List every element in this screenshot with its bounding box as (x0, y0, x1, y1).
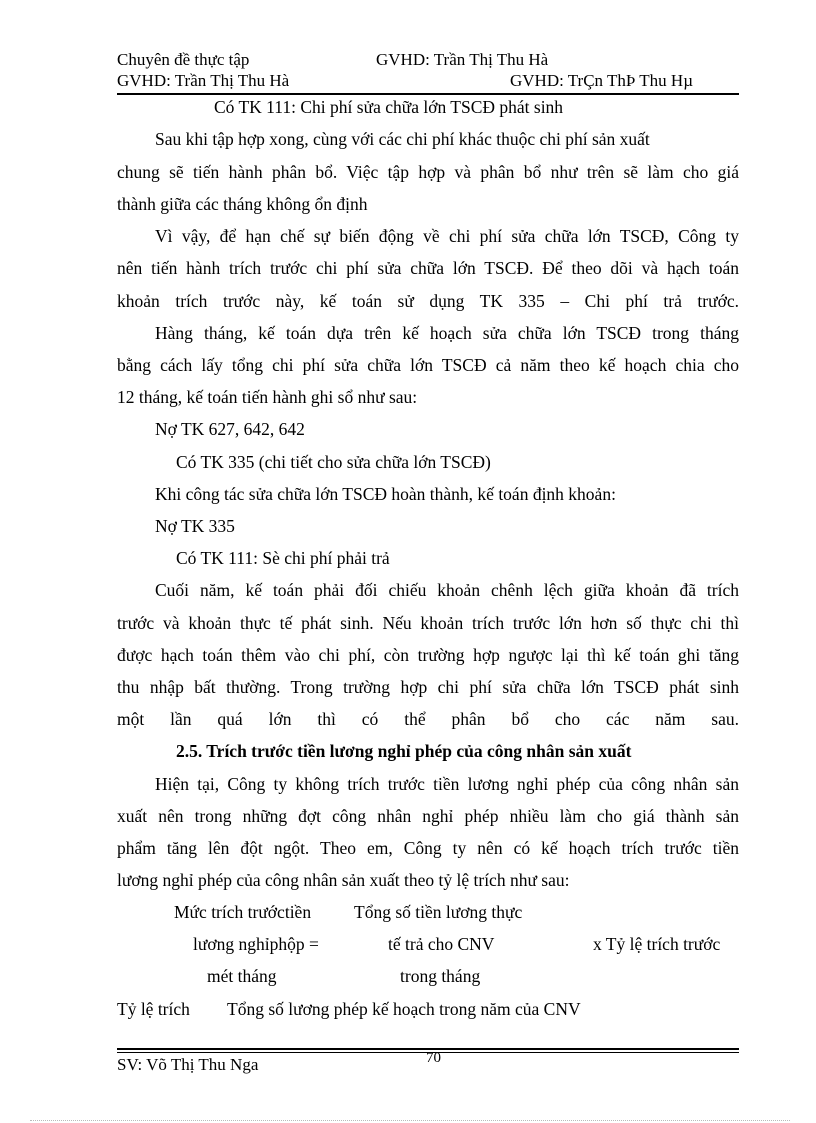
formula-text: mét tháng (207, 966, 277, 986)
text-line: phẩm tăng lên đột ngột. Theo em, Công ty nên có kế hoạch trích trước tiền (117, 838, 739, 858)
text-line: bằng cách lấy tổng chi phí sửa chữa lớn TSCĐ cả năm theo kế hoạch chia cho (117, 355, 739, 375)
text-line: Cuối năm, kế toán phải đối chiếu khoản chênh lệch giữa khoản đã trích (155, 580, 739, 600)
bottom-dotted-line (30, 1120, 790, 1121)
text-line: Vì vậy, để hạn chế sự biến động về chi phí sửa chữa lớn TSCĐ, Công ty (155, 226, 739, 246)
text-line: khoản trích trước này, kế toán sử dụng TK 335 – Chi phí trả trước. (117, 291, 739, 311)
text-line: chung sẽ tiến hành phân bổ. Việc tập hợp và phân bổ như trên sẽ làm cho giá (117, 162, 739, 182)
formula-text: tế trả cho CNV (388, 934, 495, 954)
formula-text: Tỷ lệ trích (117, 999, 190, 1019)
formula-text: Tổng số tiền lương thực (354, 902, 523, 922)
text-line: xuất nên trong những đợt công nhân nghỉ phép nhiều làm cho giá thành sản (117, 806, 739, 826)
text-line: một lần quá lớn thì có thể phân bổ cho các năm sau. (117, 709, 739, 729)
text-line: trước và khoản thực tế phát sinh. Nếu khoản trích trước lớn hơn số thực chi thì (117, 613, 739, 633)
text-line: thành giữa các tháng không ổn định (117, 194, 368, 214)
text-line: được hạch toán thêm vào chi phí, còn trường hợp ngược lại thì kế toán ghi tăng (117, 645, 739, 665)
text-line: Hiện tại, Công ty không trích trước tiền lương nghỉ phép của công nhân sản (155, 774, 739, 794)
formula-text: lương nghỉphộp = (193, 934, 319, 954)
text-line: Khi công tác sửa chữa lớn TSCĐ hoàn thành, kế toán định khoản: (155, 484, 616, 504)
formula-text: trong tháng (400, 966, 481, 986)
text-line: Có TK 335 (chi tiết cho sửa chữa lớn TSCĐ) (176, 452, 491, 472)
text-line: Có TK 111: Chi phí sửa chữa lớn TSCĐ phát sinh (214, 97, 564, 117)
text-line: Có TK 111: Sè chi phí phải trả (176, 548, 390, 568)
text-line: Hàng tháng, kế toán dựa trên kế hoạch sửa chữa lớn TSCĐ trong tháng (155, 323, 739, 343)
text-line: lương nghỉ phép của công nhân sản xuất theo tỷ lệ trích như sau: (117, 870, 570, 890)
text-line: thu nhập bất thường. Trong trường hợp chi phí sửa chữa lớn TSCĐ phát sinh (117, 677, 739, 697)
text-line: Nợ TK 627, 642, 642 (155, 419, 305, 439)
text-line: 12 tháng, kế toán tiến hành ghi sổ như sau: (117, 387, 418, 407)
footer-student-name: SV: Võ Thị Thu Nga (117, 1055, 259, 1074)
formula-text: x Tỷ lệ trích trước (593, 934, 721, 954)
page-number: 70 (426, 1050, 441, 1066)
text-line: Sau khi tập hợp xong, cùng với các chi phí khác thuộc chi phí sản xuất (155, 129, 650, 149)
formula-text: Tổng số lương phép kế hoạch trong năm của CNV (227, 999, 581, 1019)
header-course-label: Chuyên đề thực tập (117, 50, 250, 69)
header-advisor-label-1: GVHD: Trần Thị Thu Hà (376, 50, 549, 69)
header-advisor-label-3: GVHD: TrÇn ThÞ Thu Hµ (510, 71, 693, 90)
header-rule (117, 93, 739, 95)
header-advisor-label-2: GVHD: Trần Thị Thu Hà (117, 71, 290, 90)
section-heading: 2.5. Trích trước tiền lương nghỉ phép của công nhân sản xuất (176, 741, 632, 761)
text-line: Nợ TK 335 (155, 516, 235, 536)
text-line: nên tiến hành trích trước chi phí sửa chữa lớn TSCĐ. Để theo dõi và hạch toán (117, 258, 739, 278)
formula-text: Mức trích trướctiền (174, 902, 312, 922)
